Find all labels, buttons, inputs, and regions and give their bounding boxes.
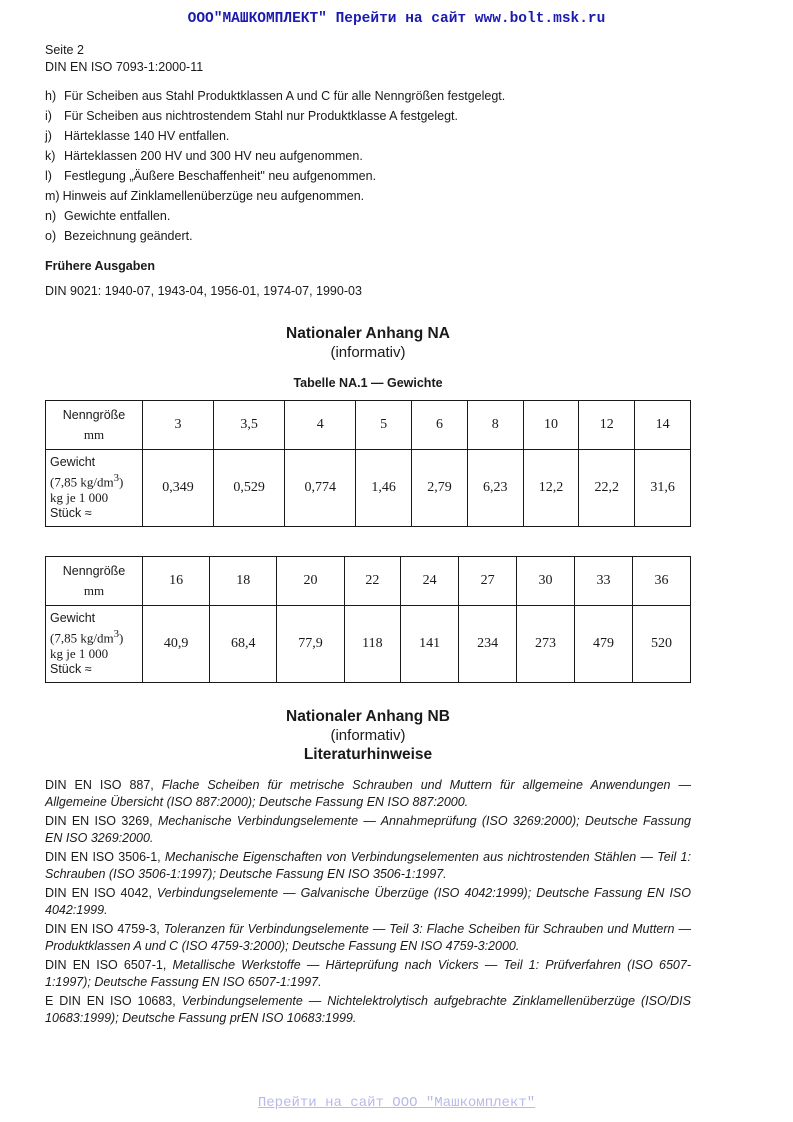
ref-id: DIN EN ISO 3269,	[45, 814, 153, 828]
previous-editions-text: DIN 9021: 1940-07, 1943-04, 1956-01, 1974-07, 1990-03	[45, 284, 362, 298]
weight-cell: 0,529	[214, 450, 285, 527]
list-key: n)	[45, 209, 57, 223]
page-number: Seite 2	[45, 43, 84, 57]
list-text: Gewichte entfallen.	[64, 209, 171, 223]
size-cell: 3,5	[214, 401, 285, 450]
size-cell: 27	[459, 557, 517, 606]
size-cell: 5	[356, 401, 412, 450]
weight-cell: 2,79	[412, 450, 468, 527]
weight-cell: 479	[575, 606, 633, 683]
row-label-weight: Gewicht (7,85 $kg/dm^3$) kg je 1 000 Stück ≈	[46, 606, 143, 683]
list-item	[45, 89, 505, 109]
bibliography-heading: Literaturhinweise	[303, 746, 433, 763]
list-text: Härteklassen 200 HV und 300 HV neu aufgenommen.	[64, 149, 363, 163]
weight-cell: 77,9	[277, 606, 344, 683]
banner-link[interactable]: ООО"МАШКОМПЛЕКТ" Перейти на сайт www.bolt.msk.ru	[187, 11, 606, 27]
size-cell: 33	[575, 557, 633, 606]
size-cell: 20	[277, 557, 344, 606]
bibliography-list	[45, 777, 691, 1029]
list-text: Härteklasse 140 HV entfallen.	[64, 129, 230, 143]
weight-cell: 68,4	[210, 606, 277, 683]
weight-cell: 31,6	[635, 450, 691, 527]
list-key: k)	[45, 149, 56, 163]
list-text: Festlegung „Äußere Beschaffenheit" neu aufgenommen.	[64, 169, 377, 183]
list-key: j)	[45, 129, 52, 143]
table-row	[46, 401, 691, 450]
table-row	[46, 557, 691, 606]
ref-id: DIN EN ISO 6507-1,	[45, 958, 167, 972]
weight-cell: 1,46	[356, 450, 412, 527]
list-item	[45, 189, 505, 209]
table-row	[46, 450, 691, 527]
list-key: h)	[45, 89, 57, 103]
size-cell: 10	[523, 401, 579, 450]
ref-id: DIN EN ISO 4759-3,	[45, 922, 160, 936]
ref-id: DIN EN ISO 887,	[45, 778, 154, 792]
weight-cell: 234	[459, 606, 517, 683]
list-item	[45, 229, 505, 249]
ref-title: Toleranzen für Verbindungselemente — Teil 3: Flache Scheiben für Schrauben und Muttern — Produktklassen A und C (ISO 4759-3:2000); Deutsche Fassung EN ISO 4759-3:2000.	[45, 922, 691, 953]
weight-cell: 273	[517, 606, 575, 683]
size-cell: 8	[467, 401, 523, 450]
size-cell: 18	[210, 557, 277, 606]
ref-id: DIN EN ISO 3506-1,	[45, 850, 161, 864]
table-row	[46, 606, 691, 683]
list-item	[45, 921, 691, 954]
ref-title: Verbindungselemente — Nichtelektrolytisch aufgebrachte Zinklamellenüberzüge (ISO/DIS 10683:1999); Deutsche Fassung prEN ISO 10683:1999.	[45, 994, 691, 1025]
ref-id: E DIN EN ISO 10683,	[45, 994, 176, 1008]
ref-title: Verbindungselemente — Galvanische Überzüge (ISO 4042:1999); Deutsche Fassung EN ISO 4042:1999.	[45, 886, 691, 917]
changes-list	[45, 89, 505, 249]
list-item	[45, 993, 691, 1026]
size-cell: 4	[285, 401, 356, 450]
list-item	[45, 777, 691, 810]
size-cell: 3	[143, 401, 214, 450]
ref-id: DIN EN ISO 4042,	[45, 886, 152, 900]
list-item	[45, 149, 505, 169]
row-label-weight: Gewicht (7,85 $kg/dm^3$) kg je 1 000 Stück ≈	[46, 450, 143, 527]
list-item	[45, 813, 691, 846]
list-key: m)	[45, 189, 60, 203]
size-cell: 12	[579, 401, 635, 450]
weights-table-1	[45, 400, 691, 527]
list-text: Bezeichnung geändert.	[64, 229, 193, 243]
weight-cell: 520	[632, 606, 690, 683]
list-item	[45, 849, 691, 882]
ref-title: Mechanische Verbindungselemente — Annahmeprüfung (ISO 3269:2000); Deutsche Fassung EN ISO 3269:2000.	[45, 814, 691, 845]
weight-cell: 6,23	[467, 450, 523, 527]
weight-cell: 22,2	[579, 450, 635, 527]
table-caption: Tabelle NA.1 — Gewichte	[293, 376, 443, 390]
list-key: l)	[45, 169, 52, 183]
row-label-size: Nenngröße mm	[46, 557, 143, 606]
ref-title: Metallische Werkstoffe — Härteprüfung nach Vickers — Teil 1: Prüfverfahren (ISO 6507-1:1997); Deutsche Fassung EN ISO 6507-1:1997.	[45, 958, 691, 989]
list-item	[45, 109, 505, 129]
weight-cell: 118	[344, 606, 401, 683]
list-key: i)	[45, 109, 52, 123]
list-item	[45, 209, 505, 229]
size-cell: 36	[632, 557, 690, 606]
weight-cell: 40,9	[143, 606, 210, 683]
size-cell: 16	[143, 557, 210, 606]
ref-title: Mechanische Eigenschaften von Verbindungselementen aus nichtrostenden Stählen — Teil 1: Schrauben (ISO 3506-1:1997); Deutsche Fassung EN ISO 3506-1:1997.	[45, 850, 691, 881]
list-item	[45, 885, 691, 918]
list-key: o)	[45, 229, 57, 243]
annex-nb-subtitle: (informativ)	[330, 727, 406, 744]
list-item	[45, 957, 691, 990]
list-text: Hinweis auf Zinklamellenüberzüge neu aufgenommen.	[62, 189, 365, 203]
list-text: Für Scheiben aus Stahl Produktklassen A und C für alle Nenngrößen festgelegt.	[64, 89, 506, 103]
size-cell: 6	[412, 401, 468, 450]
standard-number: DIN EN ISO 7093-1:2000-11	[45, 60, 204, 74]
size-cell: 14	[635, 401, 691, 450]
weight-cell: 0,349	[143, 450, 214, 527]
weight-cell: 0,774	[285, 450, 356, 527]
annex-na-title: Nationaler Anhang NA	[286, 325, 450, 342]
size-cell: 24	[401, 557, 459, 606]
size-cell: 30	[517, 557, 575, 606]
list-text: Für Scheiben aus nichtrostendem Stahl nur Produktklasse A festgelegt.	[64, 109, 458, 123]
ref-title: Flache Scheiben für metrische Schrauben und Muttern für allgemeine Anwendungen — Allgemeine Übersicht (ISO 887:2000); Deutsche Fassung EN ISO 887:2000.	[45, 778, 691, 809]
list-item	[45, 169, 505, 189]
weights-table-2	[45, 556, 691, 683]
weight-cell: 12,2	[523, 450, 579, 527]
footer-link[interactable]: Перейти на сайт ООО "Машкомплект"	[257, 1095, 536, 1111]
weight-cell: 141	[401, 606, 459, 683]
annex-na-subtitle: (informativ)	[330, 344, 406, 361]
size-cell: 22	[344, 557, 401, 606]
list-item	[45, 129, 505, 149]
row-label-size: Nenngröße mm	[46, 401, 143, 450]
previous-editions-title: Frühere Ausgaben	[45, 259, 155, 273]
annex-nb-title: Nationaler Anhang NB	[286, 708, 450, 725]
